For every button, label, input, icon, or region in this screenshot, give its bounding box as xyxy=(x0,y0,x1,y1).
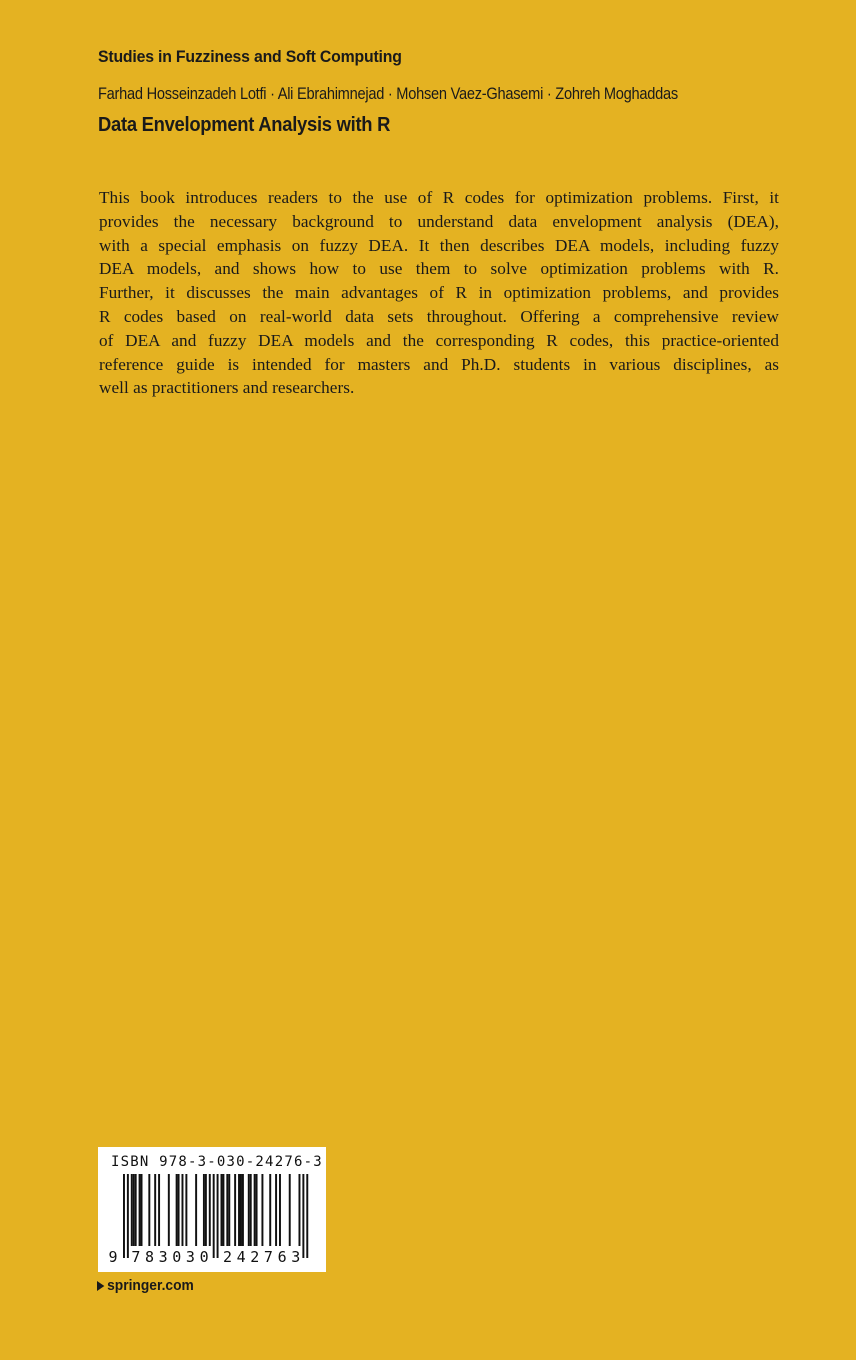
book-title: Data Envelopment Analysis with R xyxy=(98,114,391,136)
barcode-bar xyxy=(238,1174,240,1246)
series-name: Studies in Fuzziness and Soft Computing xyxy=(98,47,402,66)
barcode-digit: 8 xyxy=(144,1248,155,1266)
barcode-bar xyxy=(228,1174,230,1246)
barcode-bar xyxy=(302,1174,304,1258)
barcode-bar xyxy=(306,1174,308,1258)
barcode-bar xyxy=(217,1174,219,1258)
description-line: well as practitioners and researchers. xyxy=(99,378,355,398)
author-list: Farhad Hosseinzadeh Lotfi · Ali Ebrahimnejad · Mohsen Vaez-Ghasemi · Zohreh Moghaddas xyxy=(98,84,678,103)
barcode-bar xyxy=(127,1174,129,1258)
barcode-bar xyxy=(176,1174,178,1246)
isbn-barcode xyxy=(98,1147,326,1272)
barcode-bar xyxy=(139,1174,141,1246)
barcode-digit: 3 xyxy=(158,1248,168,1266)
barcode-digit: 0 xyxy=(199,1248,209,1266)
barcode-bar xyxy=(222,1174,224,1246)
description-line: R codes based on real-world data sets throughout. Offering a comprehensive review xyxy=(99,306,779,326)
barcode-bar xyxy=(205,1174,207,1246)
barcode-bar xyxy=(248,1174,250,1246)
barcode-bar xyxy=(250,1174,252,1246)
barcode-bar xyxy=(195,1174,197,1246)
publisher-website: springer.com xyxy=(107,1277,194,1294)
barcode-bar xyxy=(254,1174,256,1246)
description-line: Further, it discusses the main advantages of R in optimization problems, and provides xyxy=(99,283,779,303)
barcode-digit: 9 xyxy=(108,1248,118,1266)
description-line: This book introduces readers to the use of R codes for optimization problems. First, it xyxy=(99,188,779,207)
barcode-bar xyxy=(299,1174,301,1246)
barcode-bar xyxy=(203,1174,205,1246)
barcode-bar xyxy=(279,1174,281,1246)
right-triangle-icon xyxy=(97,1281,104,1291)
barcode-bar xyxy=(275,1174,277,1246)
barcode-bar xyxy=(148,1174,150,1246)
barcode-bar xyxy=(133,1174,135,1246)
barcode-digit: 2 xyxy=(250,1248,260,1266)
book-description xyxy=(99,186,779,400)
barcode-bar xyxy=(240,1174,242,1246)
barcode-digit: 2 xyxy=(222,1248,233,1266)
barcode-digit: 3 xyxy=(185,1248,195,1266)
barcode-bar xyxy=(178,1174,180,1246)
description-line: with a special emphasis on fuzzy DEA. It then describes DEA models, including fuzzy xyxy=(99,235,779,255)
barcode-bar xyxy=(226,1174,228,1246)
barcode-bar xyxy=(185,1174,187,1246)
barcode-digit: 7 xyxy=(263,1248,273,1266)
isbn-label: ISBN 978-3-030-24276-3 xyxy=(111,1154,323,1170)
barcode-bar xyxy=(261,1174,263,1246)
barcode-bar xyxy=(221,1174,223,1246)
barcode-bar xyxy=(131,1174,133,1246)
barcode-bar xyxy=(123,1174,125,1258)
barcode-bar xyxy=(154,1174,156,1246)
barcode-bar xyxy=(289,1174,291,1246)
description-line: provides the necessary background to understand data envelopment analysis (DEA), xyxy=(99,211,779,231)
barcode-bar xyxy=(158,1174,160,1246)
barcode-bar xyxy=(256,1174,258,1246)
barcode-bar xyxy=(269,1174,271,1246)
publisher-link[interactable] xyxy=(97,1277,194,1294)
barcode-digit: 0 xyxy=(172,1248,182,1266)
barcode-bar xyxy=(182,1174,184,1246)
barcode-digit: 3 xyxy=(291,1248,301,1266)
barcode-bar xyxy=(135,1174,137,1246)
barcode-digit: 6 xyxy=(277,1248,287,1266)
description-line: of DEA and fuzzy DEA models and the corresponding R codes, this practice-oriented xyxy=(99,330,779,350)
barcode-bar xyxy=(209,1174,211,1246)
barcode-bar xyxy=(213,1174,215,1258)
barcode-bar xyxy=(242,1174,244,1246)
barcode-digit: 4 xyxy=(236,1248,246,1266)
barcode-bar xyxy=(141,1174,143,1246)
description-line: reference guide is intended for masters and Ph.D. students in various disciplines, as xyxy=(99,354,779,374)
barcode-digit: 7 xyxy=(131,1248,141,1266)
barcode-bar xyxy=(234,1174,236,1246)
barcode-bar xyxy=(168,1174,170,1246)
description-line: DEA models, and shows how to use them to solve optimization problems with R. xyxy=(99,259,779,279)
